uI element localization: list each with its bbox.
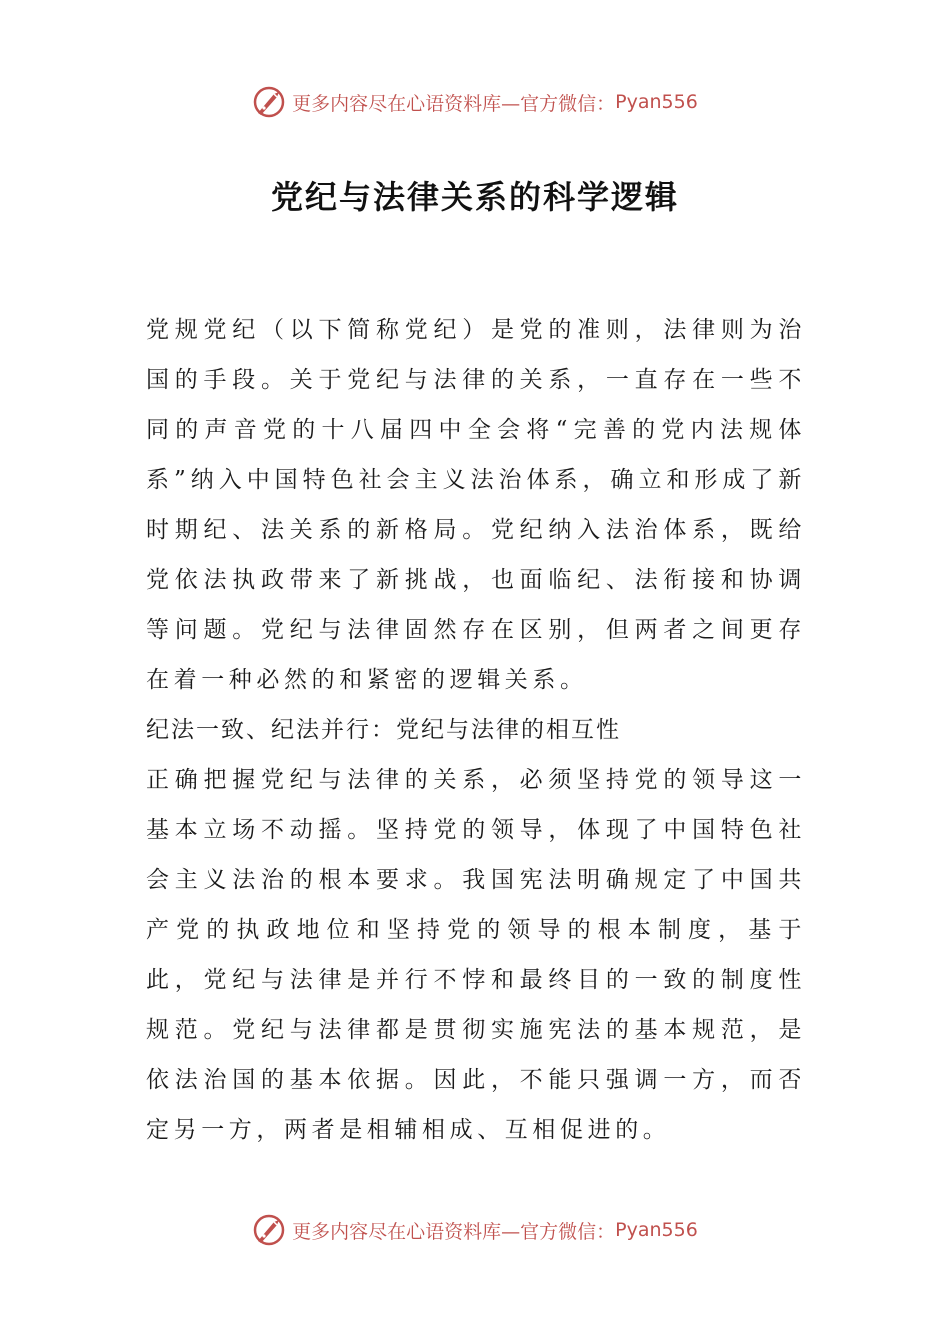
banner-text: 更多内容尽在心语资料库—官方微信： [292, 1220, 616, 1243]
document-title: 党纪与法律关系的科学逻辑 [270, 178, 679, 216]
pen-nib-logo-icon [252, 85, 286, 119]
pen-nib-logo-icon [252, 1213, 286, 1247]
intro-paragraph: 党规党纪（以下简称党纪）是党的准则，法律则为治国的手段。关于党纪与法律的关系，一直存在一些不同的声音党的十八届四中全会将“完善的党内法规体系”纳入中国特色社会主义法治体系，确立和形成了新时期纪、法关系的新格局。党纪纳入法治体系，既给党依法执政带来了新挑战，也面临纪、法衔接和协调等问题。党纪与法律固然存在区别，但两者之间更存在着一种必然的和紧密的逻辑关系。 [146, 317, 806, 693]
banner-wechat-id: Pyan556 [615, 1219, 698, 1241]
section-heading: 纪法一致、纪法并行：党纪与法律的相互性 [146, 717, 621, 743]
document-body [146, 305, 806, 1155]
section-paragraph: 正确把握党纪与法律的关系，必须坚持党的领导这一基本立场不动摇。坚持党的领导，体现了中国特色社会主义法治的根本要求。我国宪法明确规定了中国共产党的执政地位和坚持党的领导的根本制度，基于此，党纪与法律是并行不悖和最终目的一致的制度性规范。党纪与法律都是贯彻实施宪法的基本规范，是依法治国的基本依据。因此，不能只强调一方，而否定另一方，两者是相辅相成、互相促进的。 [146, 767, 806, 1143]
header-banner [0, 82, 950, 122]
banner-text: 更多内容尽在心语资料库—官方微信： [292, 92, 616, 115]
footer-banner [0, 1210, 950, 1250]
banner-wechat-id: Pyan556 [615, 91, 698, 113]
